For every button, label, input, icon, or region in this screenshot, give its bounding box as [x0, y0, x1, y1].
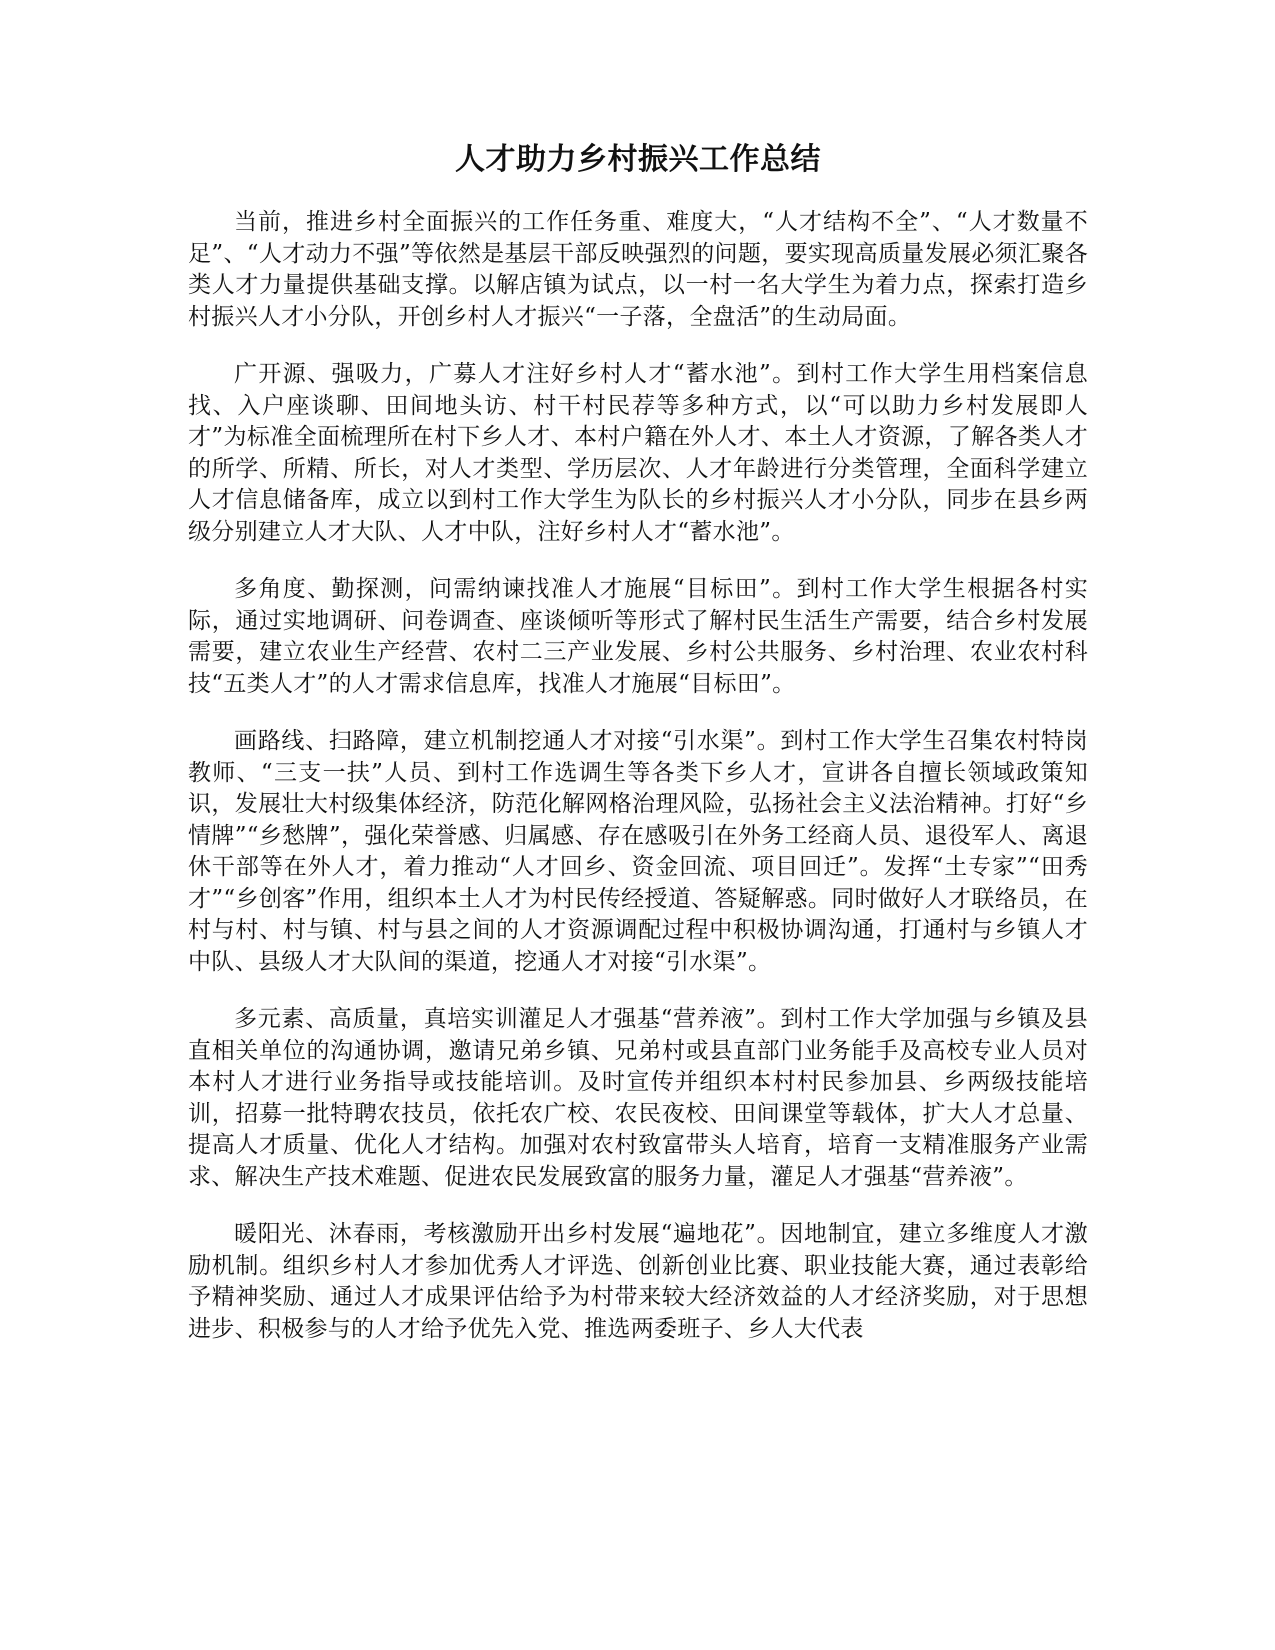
- document-page: [188, 140, 1088, 1371]
- paragraph-talent-pool: 广开源、强吸力，广募人才注好乡村人才“蓄水池”。到村工作大学生用档案信息找、入户座谈聊、田间地头访、村干村民荐等多种方式，以“可以助力乡村发展即人才”为标准全面梳理所在村下乡人才、本村户籍在外人才、本土人才资源，了解各类人才的所学、所精、所长，对人才类型、学历层次、人才年龄进行分类管理，全面科学建立人才信息储备库，成立以到村工作大学生为队长的乡村振兴人才小分队，同步在县乡两级分别建立人才大队、人才中队，注好乡村人才“蓄水池”。: [188, 361, 1088, 545]
- paragraph-channel: 画路线、扫路障，建立机制挖通人才对接“引水渠”。到村工作大学生召集农村特岗教师、“三支一扶”人员、到村工作选调生等各类下乡人才，宣讲各自擅长领域政策知识，发展壮大村级集体经济，防范化解网格治理风险，弘扬社会主义法治精神。打好“乡情牌”“乡愁牌”，强化荣誉感、归属感、存在感吸引在外务工经商人员、退役军人、离退休干部等在外人才，着力推动“人才回乡、资金回流、项目回迁”。发挥“土专家”“田秀才”“乡创客”作用，组织本土人才为村民传经授道、答疑解惑。同时做好人才联络员，在村与村、村与镇、村与县之间的人才资源调配过程中积极协调沟通，打通村与乡镇人才中队、县级人才大队间的渠道，挖通人才对接“引水渠”。: [188, 728, 1088, 975]
- document-title: 人才助力乡村振兴工作总结: [455, 142, 821, 177]
- paragraph-incentive: 暖阳光、沐春雨，考核激励开出乡村发展“遍地花”。因地制宜，建立多维度人才激励机制。组织乡村人才参加优秀人才评选、创新创业比赛、职业技能大赛，通过表彰给予精神奖励、通过人才成果评估给予为村带来较大经济效益的人才经济奖励，对于思想进步、积极参与的人才给予优先入党、推选两委班子、乡人大代表: [188, 1221, 1088, 1342]
- paragraph-training: 多元素、高质量，真培实训灌足人才强基“营养液”。到村工作大学加强与乡镇及县直相关单位的沟通协调，邀请兄弟乡镇、兄弟村或县直部门业务能手及高校专业人员对本村人才进行业务指导或技能培训。及时宣传并组织本村村民参加县、乡两级技能培训，招募一批特聘农技员，依托农广校、农民夜校、田间课堂等载体，扩大人才总量、提高人才质量、优化人才结构。加强对农村致富带头人培育，培育一支精准服务产业需求、解决生产技术难题、促进农民发展致富的服务力量，灌足人才强基“营养液”。: [188, 1006, 1088, 1190]
- paragraph-target-field: 多角度、勤探测，问需纳谏找准人才施展“目标田”。到村工作大学生根据各村实际，通过实地调研、问卷调查、座谈倾听等形式了解村民生活生产需要，结合乡村发展需要，建立农业生产经营、农村二三产业发展、乡村公共服务、乡村治理、农业农村科技“五类人才”的人才需求信息库，找准人才施展“目标田”。: [188, 576, 1088, 697]
- paragraph-intro: 当前，推进乡村全面振兴的工作任务重、难度大，“人才结构不全”、“人才数量不足”、“人才动力不强”等依然是基层干部反映强烈的问题，要实现高质量发展必须汇聚各类人才力量提供基础支撑。以解店镇为试点，以一村一名大学生为着力点，探索打造乡村振兴人才小分队，开创乡村人才振兴“一子落，全盘活”的生动局面。: [188, 209, 1088, 330]
